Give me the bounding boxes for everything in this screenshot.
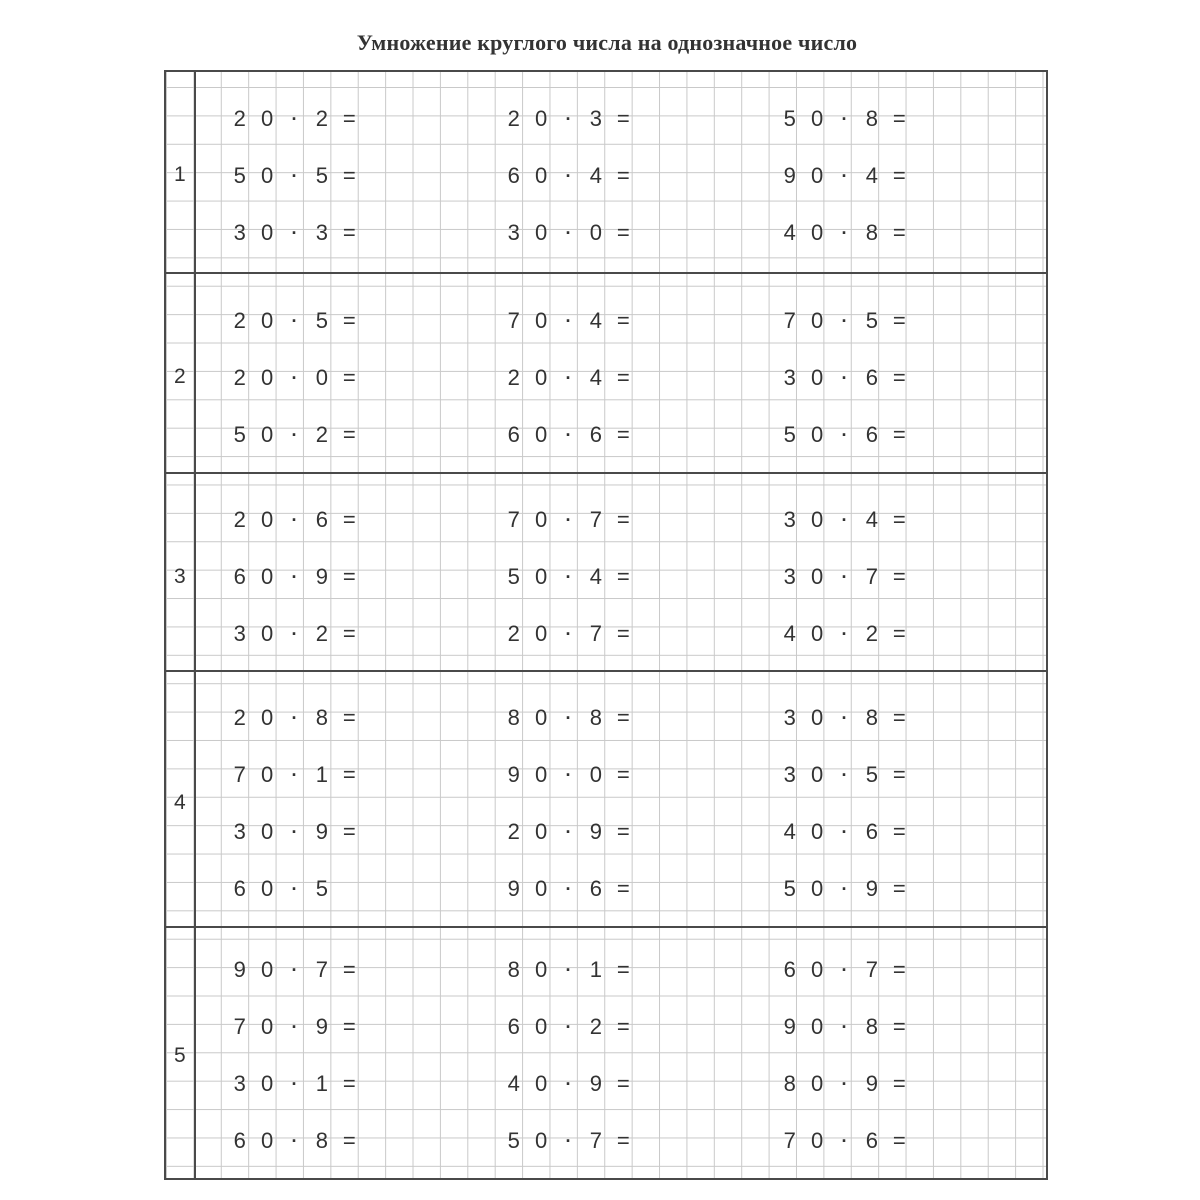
section-number: 3 [174, 565, 186, 588]
multiplication-expression: 7 0 · 1 = [233, 762, 356, 787]
multiplication-expression: 3 0 · 2 = [233, 621, 356, 646]
exercise-row [166, 306, 1046, 336]
multiplication-expression: 5 0 · 9 = [783, 876, 906, 901]
multiplication-expression: 8 0 · 8 = [507, 705, 630, 730]
exercise-section-2 [166, 274, 1046, 474]
multiplication-expression: 8 0 · 9 = [783, 1071, 906, 1096]
multiplication-expression: 5 0 · 6 = [783, 422, 906, 447]
multiplication-expression: 6 0 · 5 [233, 876, 328, 901]
multiplication-expression: 3 0 · 6 = [783, 365, 906, 390]
multiplication-expression: 5 0 · 7 = [507, 1128, 630, 1153]
multiplication-expression: 2 0 · 3 = [507, 106, 630, 131]
section-number: 2 [174, 365, 186, 388]
multiplication-expression: 6 0 · 2 = [507, 1014, 630, 1039]
multiplication-expression: 2 0 · 6 = [233, 507, 356, 532]
exercise-row [166, 760, 1046, 790]
multiplication-expression: 3 0 · 9 = [233, 819, 356, 844]
multiplication-expression: 3 0 · 5 = [783, 762, 906, 787]
multiplication-expression: 4 0 · 6 = [783, 819, 906, 844]
exercise-row [166, 1069, 1046, 1099]
exercise-row [166, 955, 1046, 985]
multiplication-expression: 7 0 · 5 = [783, 308, 906, 333]
multiplication-expression: 3 0 · 7 = [783, 564, 906, 589]
multiplication-expression: 4 0 · 2 = [783, 621, 906, 646]
multiplication-expression: 2 0 · 5 = [233, 308, 356, 333]
multiplication-expression: 2 0 · 9 = [507, 819, 630, 844]
multiplication-expression: 6 0 · 9 = [233, 564, 356, 589]
multiplication-expression: 7 0 · 7 = [507, 507, 630, 532]
multiplication-expression: 3 0 · 3 = [233, 220, 356, 245]
section-number: 5 [174, 1044, 186, 1067]
exercise-row [166, 619, 1046, 649]
multiplication-expression: 6 0 · 8 = [233, 1128, 356, 1153]
exercise-row [166, 363, 1046, 393]
exercise-row [166, 874, 1046, 904]
exercise-sheet [164, 70, 1048, 1180]
multiplication-expression: 9 0 · 4 = [783, 163, 906, 188]
multiplication-expression: 9 0 · 8 = [783, 1014, 906, 1039]
multiplication-expression: 2 0 · 2 = [233, 106, 356, 131]
multiplication-expression: 2 0 · 4 = [507, 365, 630, 390]
page-title: Умножение круглого числа на однозначное число [356, 30, 858, 55]
multiplication-expression: 5 0 · 2 = [233, 422, 356, 447]
exercise-row [166, 817, 1046, 847]
multiplication-expression: 2 0 · 0 = [233, 365, 356, 390]
multiplication-expression: 3 0 · 8 = [783, 705, 906, 730]
multiplication-expression: 3 0 · 0 = [507, 220, 630, 245]
multiplication-expression: 8 0 · 1 = [507, 957, 630, 982]
exercise-section-3 [166, 474, 1046, 672]
multiplication-expression: 5 0 · 4 = [507, 564, 630, 589]
exercise-row [166, 104, 1046, 134]
multiplication-expression: 9 0 · 6 = [507, 876, 630, 901]
exercise-row [166, 218, 1046, 248]
exercise-row [166, 1012, 1046, 1042]
multiplication-expression: 3 0 · 4 = [783, 507, 906, 532]
multiplication-expression: 6 0 · 4 = [507, 163, 630, 188]
exercise-row [166, 1126, 1046, 1156]
multiplication-expression: 9 0 · 0 = [507, 762, 630, 787]
multiplication-expression: 7 0 · 6 = [783, 1128, 906, 1153]
multiplication-expression: 4 0 · 9 = [507, 1071, 630, 1096]
exercise-row [166, 562, 1046, 592]
exercise-row [166, 420, 1046, 450]
multiplication-expression: 7 0 · 9 = [233, 1014, 356, 1039]
multiplication-expression: 9 0 · 7 = [233, 957, 356, 982]
exercise-section-1 [166, 72, 1046, 274]
multiplication-expression: 2 0 · 7 = [507, 621, 630, 646]
multiplication-expression: 2 0 · 8 = [233, 705, 356, 730]
section-number: 4 [174, 791, 186, 814]
multiplication-expression: 5 0 · 8 = [783, 106, 906, 131]
exercise-section-5 [166, 928, 1046, 1180]
section-number: 1 [174, 163, 186, 186]
multiplication-expression: 5 0 · 5 = [233, 163, 356, 188]
multiplication-expression: 6 0 · 7 = [783, 957, 906, 982]
exercise-row [166, 161, 1046, 191]
multiplication-expression: 3 0 · 1 = [233, 1071, 356, 1096]
exercise-section-4 [166, 672, 1046, 928]
multiplication-expression: 7 0 · 4 = [507, 308, 630, 333]
multiplication-expression: 6 0 · 6 = [507, 422, 630, 447]
exercise-row [166, 703, 1046, 733]
multiplication-expression: 4 0 · 8 = [783, 220, 906, 245]
exercise-row [166, 505, 1046, 535]
